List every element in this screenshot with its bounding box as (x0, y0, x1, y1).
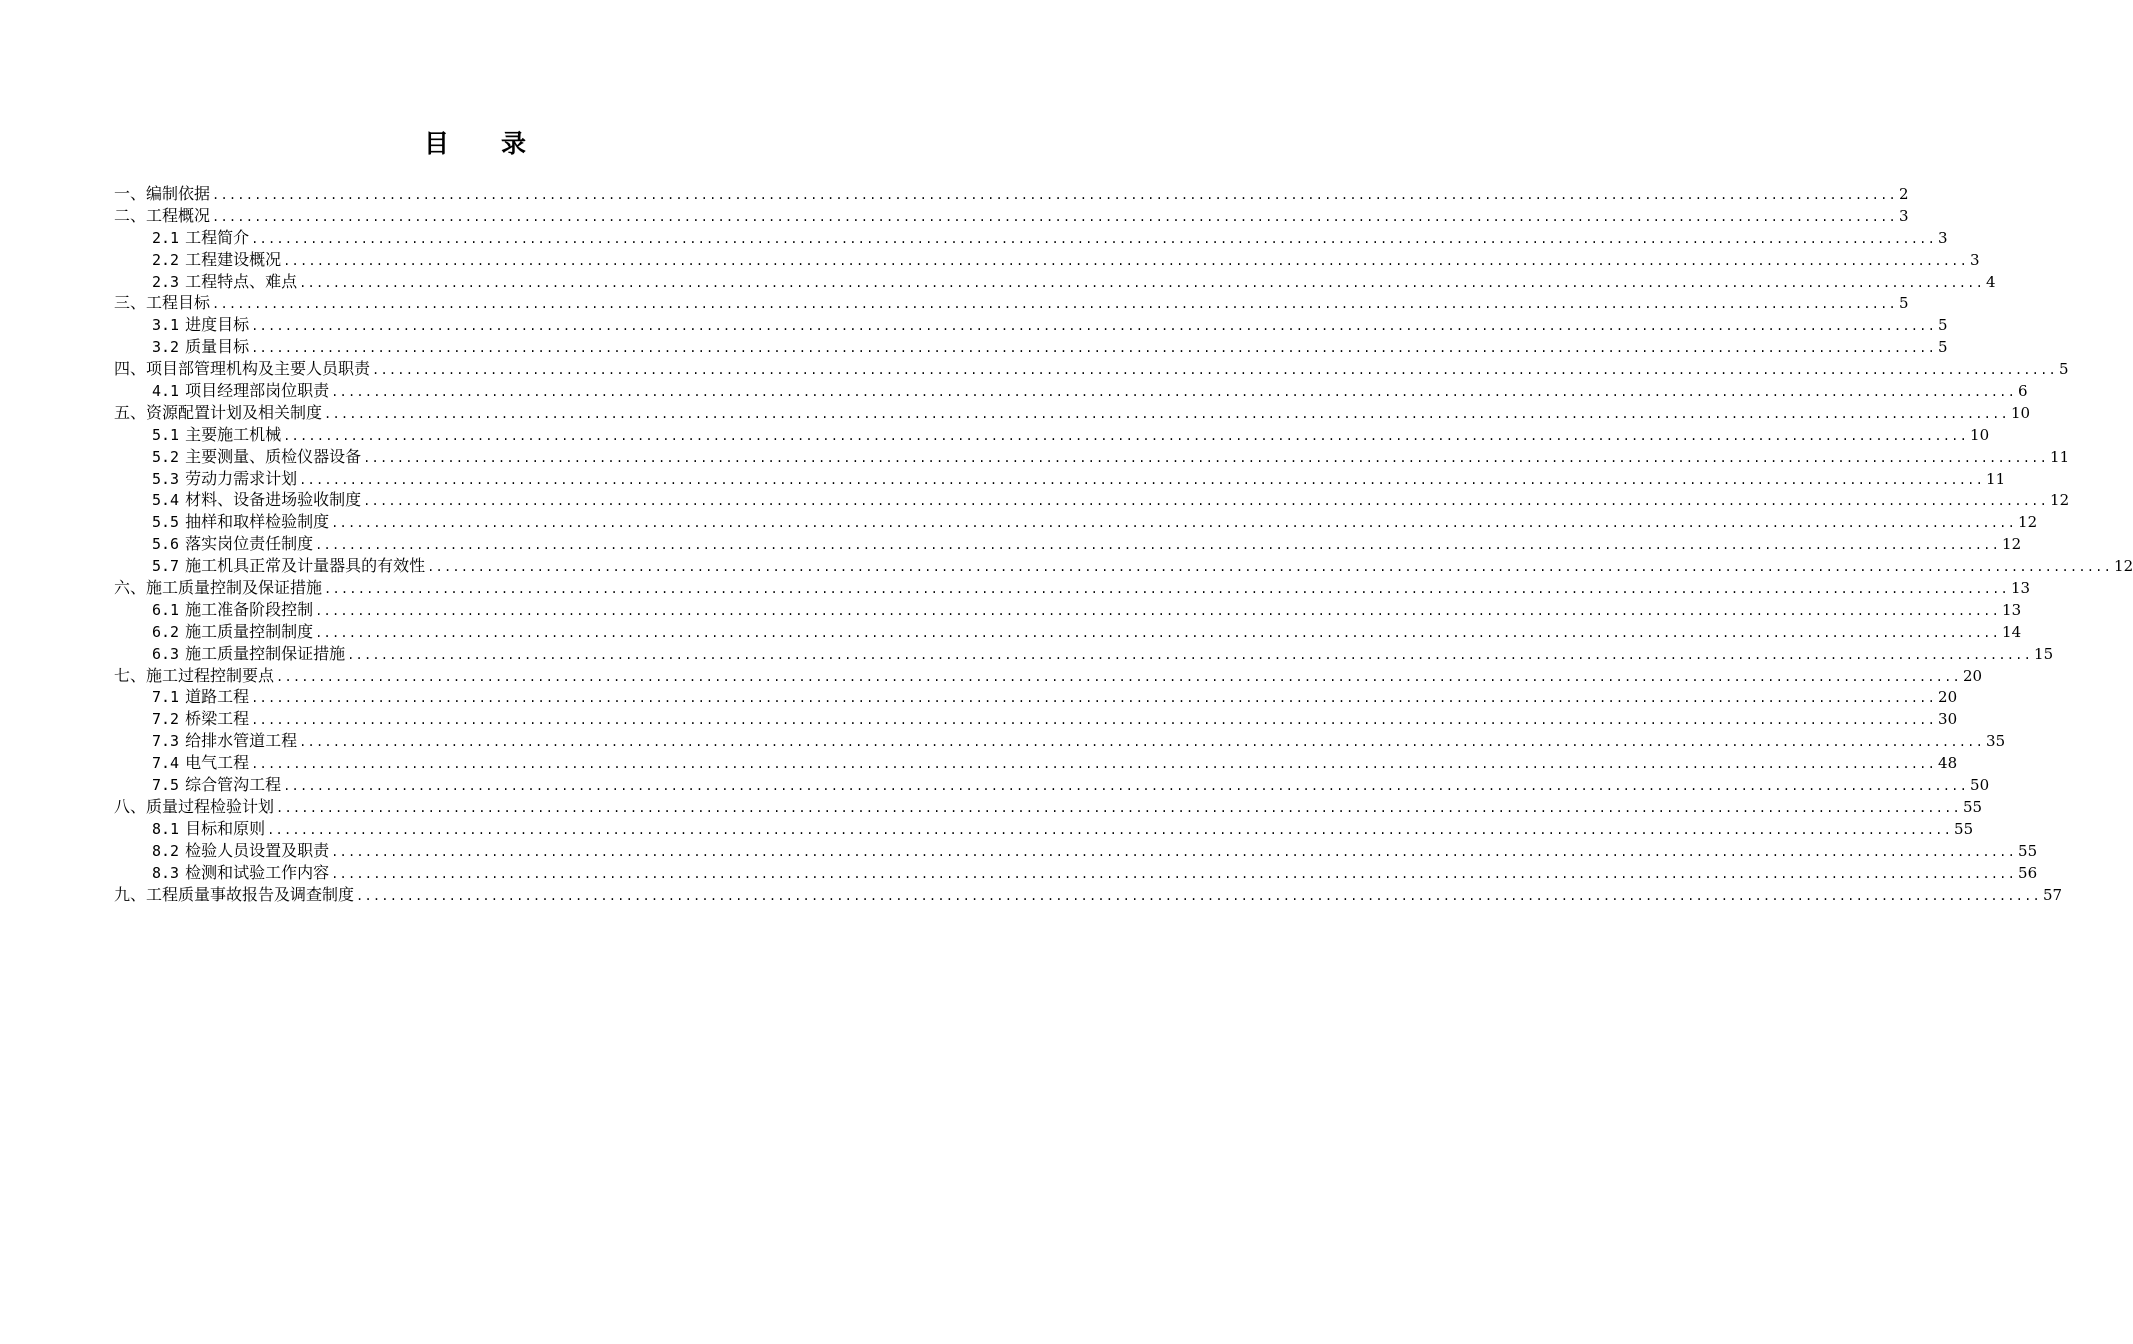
toc-entry[interactable] (114, 511, 2038, 533)
toc-dot-leader: ........................................................................................................................................................................................................ (324, 406, 2009, 421)
toc-entry-text (114, 292, 210, 314)
toc-entry-text (114, 577, 322, 599)
toc-entry[interactable] (114, 621, 2022, 643)
toc-title-char-2: 录 (501, 129, 527, 158)
toc-dot-leader: ........................................................................................................................................................................................................ (267, 822, 1953, 837)
toc-entry-number: 8.2 (152, 841, 180, 860)
toc-entry[interactable] (114, 862, 2038, 884)
toc-dot-leader: ........................................................................................................................................................................................................ (331, 516, 2017, 531)
toc-entry-text (152, 533, 313, 556)
toc-entry-page-number: 5 (1898, 294, 1909, 313)
toc-entry-text (152, 774, 281, 797)
toc-dot-leader: ........................................................................................................................................................................................................ (347, 647, 2033, 662)
toc-dot-leader: ........................................................................................................................................................................................................ (363, 494, 2049, 509)
toc-entry-label: 电气工程 (185, 753, 250, 773)
toc-entry-number: 8.3 (152, 863, 180, 882)
toc-entry-text (152, 840, 329, 863)
toc-dot-leader: ........................................................................................................................................................................................................ (324, 582, 2009, 597)
toc-entry[interactable] (114, 577, 2031, 599)
toc-entry-page-number: 3 (1898, 206, 1909, 225)
toc-entry-page-number: 5 (2058, 360, 2069, 379)
toc-dot-leader: ........................................................................................................................................................................................................ (276, 669, 1961, 684)
toc-entry[interactable] (114, 292, 1909, 314)
toc-entry-page-number: 12 (2002, 535, 2022, 554)
toc-entry-label: 六、施工质量控制及保证措施 (114, 578, 323, 598)
toc-entry[interactable] (114, 665, 1983, 687)
toc-entry-number: 5.4 (152, 491, 180, 510)
toc-entry-page-number: 55 (1954, 819, 1974, 838)
toc-entry-page-number: 14 (2002, 622, 2022, 641)
toc-entry-text (114, 884, 354, 906)
toc-dot-leader: ........................................................................................................................................................................................................ (283, 779, 1969, 794)
toc-entry-text (152, 336, 249, 359)
toc-entry-text (114, 205, 210, 227)
toc-entry-page-number: 5 (1938, 316, 1948, 335)
toc-entry-label: 检测和试验工作内容 (185, 862, 330, 882)
toc-entry-label: 进度目标 (185, 315, 250, 335)
toc-entry-text (152, 446, 361, 469)
toc-dot-leader: ........................................................................................................................................................................................................ (427, 560, 2113, 575)
toc-entry[interactable] (114, 183, 1909, 205)
toc-entry-label: 施工准备阶段控制 (185, 599, 314, 619)
toc-entry-label: 质量目标 (185, 337, 250, 357)
toc-entry-text (114, 358, 370, 380)
toc-dot-leader: ........................................................................................................................................................................................................ (363, 450, 2049, 465)
toc-entry-page-number: 55 (2018, 841, 2038, 860)
toc-entry-label: 施工质量控制制度 (185, 621, 314, 641)
toc-entry[interactable] (114, 468, 2006, 490)
toc-entry-text (152, 555, 425, 578)
toc-entry-page-number: 13 (2010, 579, 2031, 598)
toc-entry-label: 施工质量控制保证措施 (185, 643, 346, 663)
toc-entry-page-number: 50 (1970, 776, 1990, 795)
toc-entry-page-number: 20 (1962, 666, 1983, 685)
toc-entry[interactable] (114, 336, 1948, 358)
toc-entry-page-number: 10 (1970, 425, 1990, 444)
toc-entry-label: 主要测量、质检仪器设备 (185, 446, 362, 466)
toc-dot-leader: ........................................................................................................................................................................................................ (315, 625, 2001, 640)
toc-entry-label: 工程简介 (185, 227, 250, 247)
toc-dot-leader: ........................................................................................................................................................................................................ (331, 385, 2017, 400)
toc-entry[interactable] (114, 840, 2038, 862)
toc-entry[interactable] (114, 818, 1974, 840)
toc-entry[interactable] (114, 380, 2028, 402)
toc-entry-label: 施工机具正常及计量器具的有效性 (185, 556, 426, 576)
toc-entry[interactable] (114, 599, 2022, 621)
toc-dot-leader: ........................................................................................................................................................................................................ (251, 341, 1937, 356)
toc-entry-page-number: 4 (1986, 272, 1996, 291)
toc-entry-text (152, 686, 249, 709)
toc-entry-number: 2.3 (152, 272, 180, 291)
toc-entry-label: 工程建设概况 (185, 249, 282, 269)
toc-entry-number: 7.5 (152, 776, 180, 795)
toc-entry-number: 6.3 (152, 644, 180, 663)
toc-entry[interactable] (114, 205, 1909, 227)
toc-dot-leader: ........................................................................................................................................................................................................ (251, 231, 1937, 246)
toc-entry-text (152, 511, 329, 534)
toc-entry-number: 5.5 (152, 513, 180, 532)
toc-entry-page-number: 15 (2034, 644, 2054, 663)
toc-entry-page-number: 13 (2002, 600, 2022, 619)
toc-entry-label: 一、编制依据 (114, 184, 211, 203)
toc-dot-leader: ........................................................................................................................................................................................................ (315, 538, 2001, 553)
toc-entry-number: 6.1 (152, 600, 180, 619)
toc-entry-label: 工程特点、难点 (185, 271, 298, 291)
toc-entry-text (114, 402, 322, 424)
toc-dot-leader: ........................................................................................................................................................................................................ (372, 363, 2057, 378)
toc-dot-leader: ........................................................................................................................................................................................................ (251, 691, 1937, 706)
toc-entry-text (152, 227, 249, 250)
toc-entry-text (152, 599, 313, 622)
toc-entry-label: 九、工程质量事故报告及调查制度 (114, 884, 355, 904)
toc-entry-text (152, 818, 265, 841)
toc-entry-label: 综合管沟工程 (185, 775, 282, 795)
toc-dot-leader: ........................................................................................................................................................................................................ (212, 297, 1897, 312)
toc-entry-label: 给排水管道工程 (185, 731, 298, 751)
toc-entry-page-number: 11 (1986, 469, 2006, 488)
toc-dot-leader: ........................................................................................................................................................................................................ (315, 603, 2001, 618)
toc-entry-text (152, 730, 297, 753)
toc-entry-label: 二、工程概况 (114, 205, 211, 225)
toc-entry-label: 目标和原则 (185, 818, 266, 838)
toc-entry[interactable] (114, 227, 1948, 249)
toc-entry-number: 5.3 (152, 469, 180, 488)
toc-entry[interactable] (114, 643, 2054, 665)
toc-dot-leader: ........................................................................................................................................................................................................ (283, 428, 1969, 443)
toc-entry[interactable] (114, 555, 2133, 577)
toc-dot-leader: ........................................................................................................................................................................................................ (356, 888, 2041, 903)
toc-entry-text (152, 424, 281, 447)
toc-entry[interactable] (114, 752, 1958, 774)
toc-entry[interactable] (114, 249, 1980, 271)
toc-dot-leader: ........................................................................................................................................................................................................ (251, 319, 1937, 334)
toc-entry-label: 八、质量过程检验计划 (114, 796, 275, 816)
toc-entry-page-number: 3 (1970, 250, 1980, 269)
toc-entry-text (152, 314, 249, 337)
toc-entry-label: 七、施工过程控制要点 (114, 665, 275, 685)
toc-title-char-1: 目 (423, 129, 449, 158)
toc-dot-leader: ........................................................................................................................................................................................................ (251, 757, 1937, 772)
toc-entry-text (114, 183, 210, 205)
toc-entry-number: 3.1 (152, 316, 180, 335)
toc-entry-text (152, 708, 249, 731)
toc-entry-page-number: 12 (2114, 557, 2133, 576)
toc-dot-leader: ........................................................................................................................................................................................................ (299, 275, 1985, 290)
toc-entry-number: 7.3 (152, 732, 180, 751)
toc-entry-page-number: 5 (1938, 338, 1948, 357)
toc-entry-page-number: 20 (1938, 688, 1958, 707)
toc-entry[interactable] (114, 708, 1958, 730)
toc-dot-leader: ........................................................................................................................................................................................................ (276, 800, 1961, 815)
toc-entry-number: 5.2 (152, 447, 180, 466)
toc-entry-text (152, 380, 329, 403)
toc-title (0, 126, 950, 162)
toc-entry-number: 2.2 (152, 250, 180, 269)
toc-entry-number: 3.2 (152, 338, 180, 357)
toc-dot-leader: ........................................................................................................................................................................................................ (283, 253, 1969, 268)
toc-entry-label: 落实岗位责任制度 (185, 534, 314, 554)
toc-entry[interactable] (114, 424, 1990, 446)
toc-entry[interactable] (114, 446, 2070, 468)
toc-entry-number: 5.1 (152, 425, 180, 444)
toc-entry[interactable] (114, 358, 2069, 380)
toc-entry-number: 7.2 (152, 710, 180, 729)
toc-entry-page-number: 35 (1986, 732, 2006, 751)
toc-entry-page-number: 6 (2018, 382, 2028, 401)
toc-entry-page-number: 56 (2018, 863, 2038, 882)
toc-entry[interactable] (114, 271, 1996, 293)
toc-entry-text (152, 752, 249, 775)
toc-entry-label: 桥梁工程 (185, 709, 250, 729)
toc-entry-label: 材料、设备进场验收制度 (185, 490, 362, 510)
toc-entry-number: 8.1 (152, 819, 180, 838)
toc-entry-label: 四、项目部管理机构及主要人员职责 (114, 359, 371, 379)
toc-entry[interactable] (114, 314, 1948, 336)
toc-entry-label: 劳动力需求计划 (185, 468, 298, 488)
toc-entry-text (152, 621, 313, 644)
toc-entry-number: 5.6 (152, 535, 180, 554)
toc-entry-page-number: 48 (1938, 754, 1958, 773)
toc-entry-label: 抽样和取样检验制度 (185, 512, 330, 532)
toc-entry-page-number: 57 (2042, 885, 2063, 904)
toc-entry-label: 检验人员设置及职责 (185, 840, 330, 860)
toc-entry-page-number: 12 (2018, 513, 2038, 532)
toc-entry-text (152, 862, 329, 885)
toc-dot-leader: ........................................................................................................................................................................................................ (331, 866, 2017, 881)
toc-entry-page-number: 12 (2050, 491, 2070, 510)
toc-entry-number: 2.1 (152, 228, 180, 247)
toc-entry-label: 五、资源配置计划及相关制度 (114, 402, 323, 422)
toc-entry-page-number: 2 (1898, 185, 1909, 203)
toc-dot-leader: ........................................................................................................................................................................................................ (212, 188, 1897, 202)
toc-entry-text (152, 271, 297, 294)
toc-dot-leader: ........................................................................................................................................................................................................ (251, 713, 1937, 728)
toc-entry[interactable] (114, 533, 2022, 555)
toc-entry-number: 6.2 (152, 622, 180, 641)
toc-entry-label: 道路工程 (185, 687, 250, 707)
toc-entry-number: 7.4 (152, 754, 180, 773)
toc-entry-page-number: 30 (1938, 710, 1958, 729)
toc-entry[interactable] (114, 884, 2063, 906)
toc-dot-leader: ........................................................................................................................................................................................................ (331, 844, 2017, 859)
toc-list (114, 183, 2133, 905)
toc-entry-text (152, 643, 345, 666)
toc-entry-page-number: 11 (2050, 447, 2070, 466)
toc-entry[interactable] (114, 774, 1990, 796)
toc-entry-number: 5.7 (152, 557, 180, 576)
toc-entry-text (152, 468, 297, 491)
toc-entry-label: 项目经理部岗位职责 (185, 381, 330, 401)
toc-entry-number: 4.1 (152, 382, 180, 401)
toc-entry-page-number: 10 (2010, 403, 2031, 422)
toc-entry-text (152, 249, 281, 272)
toc-entry-text (114, 796, 274, 818)
toc-dot-leader: ........................................................................................................................................................................................................ (299, 735, 1985, 750)
toc-dot-leader: ........................................................................................................................................................................................................ (299, 472, 1985, 487)
toc-entry[interactable] (114, 730, 2006, 752)
toc-entry-label: 主要施工机械 (185, 424, 282, 444)
toc-entry[interactable] (114, 686, 1958, 708)
toc-entry-label: 三、工程目标 (114, 293, 211, 313)
toc-entry-text (114, 665, 274, 687)
toc-dot-leader: ........................................................................................................................................................................................................ (212, 209, 1897, 224)
toc-entry-text (152, 489, 361, 512)
toc-entry[interactable] (114, 796, 1983, 818)
toc-entry-page-number: 55 (1962, 797, 1983, 816)
toc-entry[interactable] (114, 402, 2031, 424)
toc-entry-number: 7.1 (152, 688, 180, 707)
toc-entry-page-number: 3 (1938, 228, 1948, 247)
toc-entry[interactable] (114, 489, 2070, 511)
